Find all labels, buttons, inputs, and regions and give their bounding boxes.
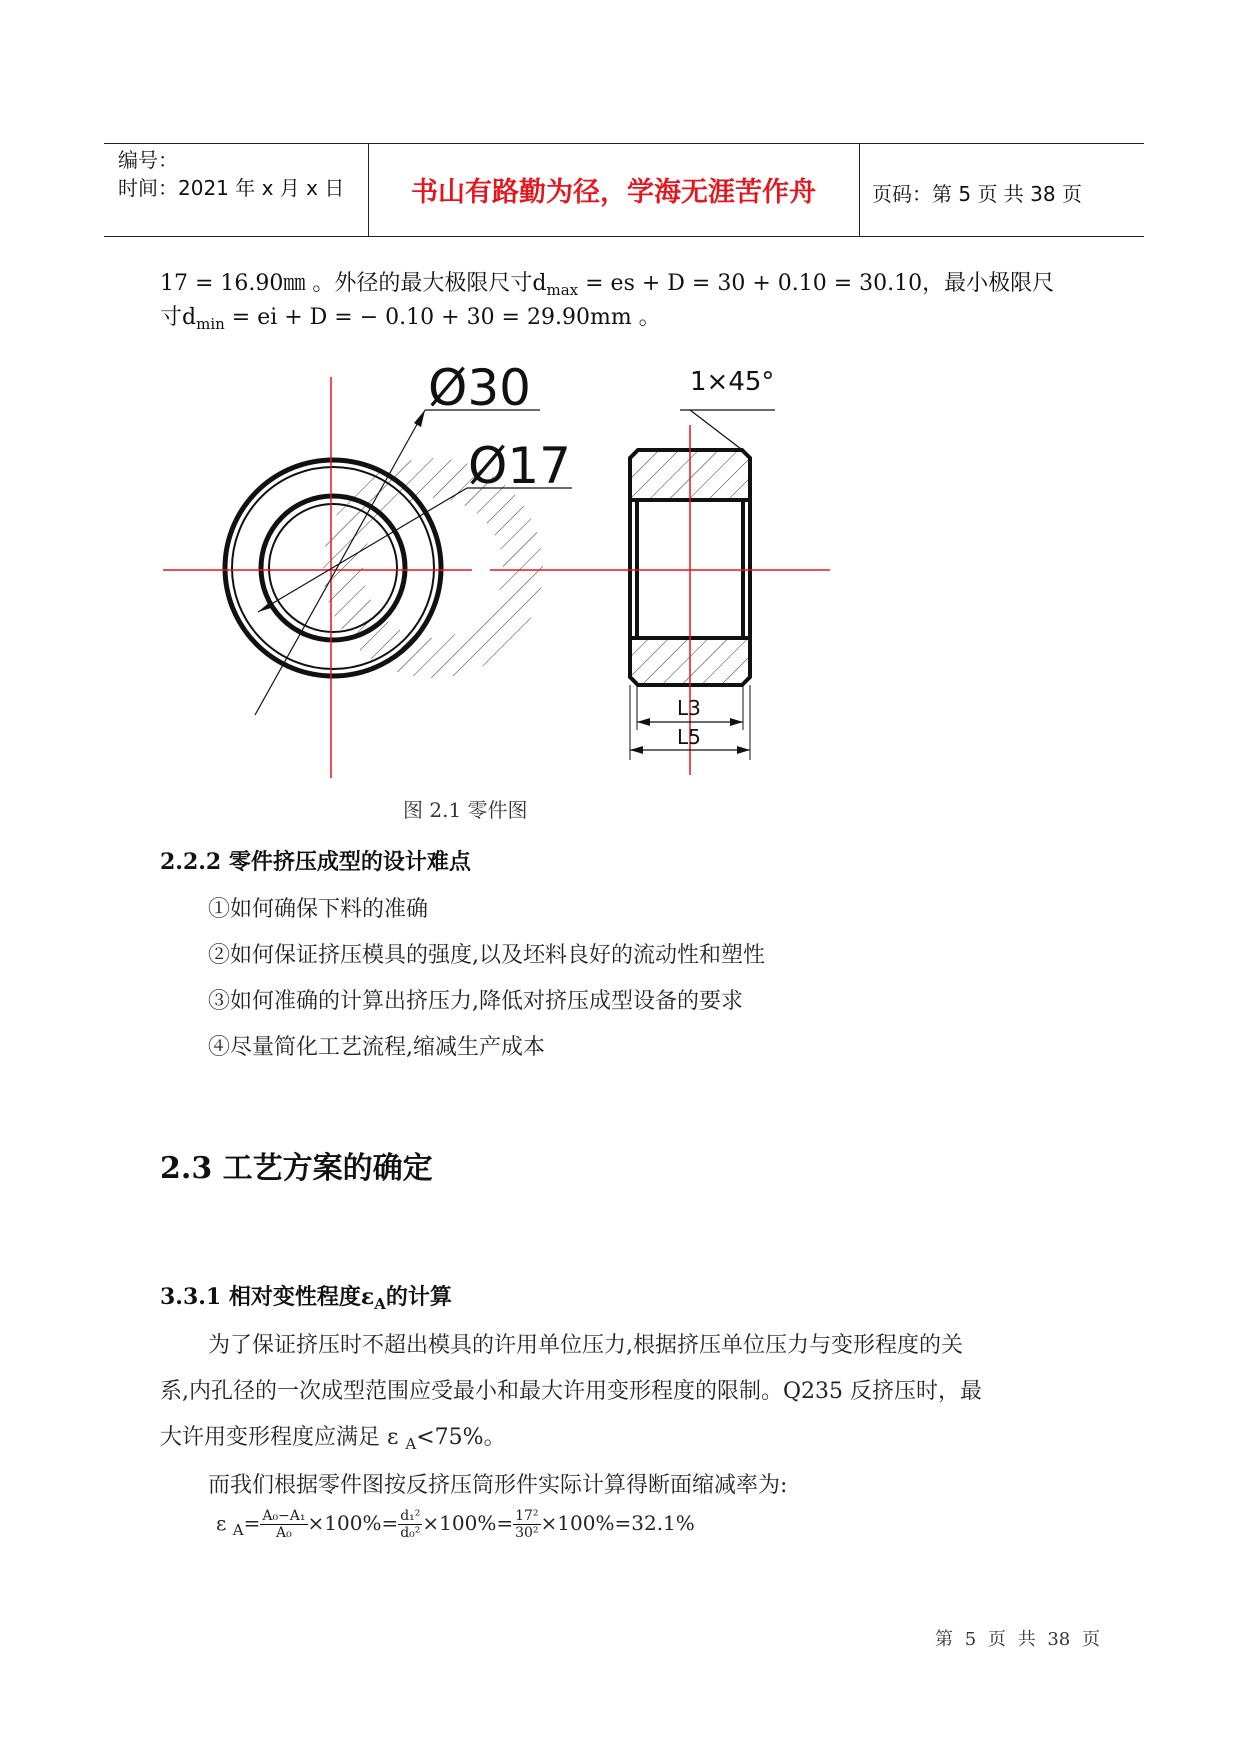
list-item: ④尽量简化工艺流程,缩减生产成本 [208, 1035, 545, 1060]
chamfer-label: 1×45° [690, 367, 775, 397]
formula-line-2: 寸$d_{min}$ = ei + D = − 0.10 + 30 = 29.90mm 。 [160, 305, 661, 333]
paragraph-line: 为了保证挤压时不超出模具的许用单位压力,根据挤压单位压力与变形程度的关 [208, 1333, 963, 1358]
section-2-2-2-heading: 2.2.2 零件挤压成型的设计难点 [160, 849, 471, 875]
list-item: ③如何准确的计算出挤压力,降低对挤压成型设备的要求 [208, 989, 743, 1014]
header-motto: 书山有路勤为径，学海无涯苦作舟 [411, 177, 816, 208]
document-time-label: 时间：2021 年 x 月 x 日 [118, 176, 345, 200]
reduction-rate-equation: ε $_A$= $\frac{\text{A₀−A₁}}{\text{A₀}}$ ×100%= $\frac{\text{d₁²}}{\text{d₀²}}$ ×100%= $\frac{\text{17²}}{\text{30²}}$ ×100%=32.1% [216, 1508, 695, 1541]
footer-page-number: 第 5 页 共 38 页 [935, 1629, 1100, 1650]
equation-fraction: $\frac{\text{17²}}{\text{30²}}$ [515, 1508, 539, 1541]
equation-fraction: $\frac{\text{A₀−A₁}}{\text{A₀}}$ [262, 1508, 306, 1541]
paragraph-line: 而我们根据零件图按反挤压筒形件实际计算得断面缩减率为: [208, 1473, 788, 1498]
header-page-label: 页码：第 5 页 共 38 页 [872, 182, 1082, 206]
list-item: ①如何确保下料的准确 [208, 897, 429, 922]
formula-line-1: 17 = 16.90㎜ 。外径的最大极限尺寸$d_{max}$ = es + D = 30 + 0.10 = 30.10，最小极限尺 [160, 271, 1055, 299]
paragraph-line: 大许用变形程度应满足 ε $_A$<75%。 [160, 1425, 506, 1453]
document-number-label: 编号： [118, 148, 178, 172]
equation-fraction: $\frac{\text{d₁²}}{\text{d₀²}}$ [400, 1508, 421, 1541]
dimension-l3-label: L3 [677, 696, 701, 720]
dimension-l5-label: L5 [677, 725, 701, 749]
list-item: ②如何保证挤压模具的强度,以及坯料良好的流动性和塑性 [208, 943, 765, 968]
figure-caption: 图 2.1 零件图 [403, 798, 528, 822]
section-2-3-heading: 2.3 工艺方案的确定 [160, 1151, 433, 1186]
section-3-3-1-heading: 3.3.1 相对变性程度$\varepsilon_A$的计算 [160, 1284, 452, 1313]
paragraph-line: 系,内孔径的一次成型范围应受最小和最大许用变形程度的限制。Q235 反挤压时，最 [160, 1379, 983, 1404]
inner-diameter-label: Ø17 [468, 437, 571, 495]
outer-diameter-label: Ø30 [428, 359, 531, 417]
